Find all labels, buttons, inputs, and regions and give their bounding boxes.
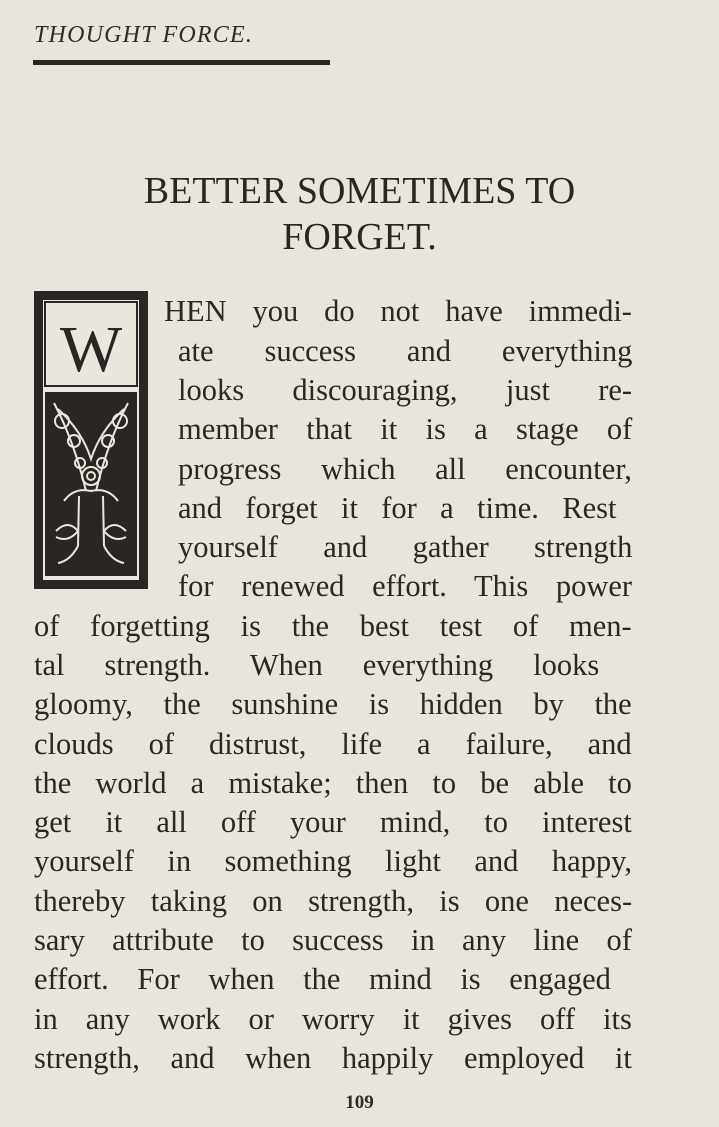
body-line-first: HEN you do not have immedi-: [164, 294, 632, 328]
page-number: 109: [345, 1092, 374, 1113]
body-line: clouds of distrust, life a failure, and: [34, 727, 632, 761]
body-line: thereby taking on strength, is one neces-: [34, 884, 633, 918]
body-line: ate success and everything: [178, 334, 633, 368]
body-line: effort. For when the mind is engaged: [34, 962, 611, 996]
body-line: gloomy, the sunshine is hidden by the: [34, 687, 632, 721]
body-line: get it all off your mind, to interest: [34, 805, 632, 839]
drop-cap-letter: W: [59, 313, 123, 386]
drop-cap-ornament: [34, 291, 148, 589]
body-line: tal strength. When everything looks: [34, 648, 600, 682]
body-line: yourself in something light and happy,: [34, 844, 633, 878]
body-line: progress which all encounter,: [178, 452, 632, 486]
body-line: the world a mistake; then to be able to: [34, 766, 632, 800]
chapter-title: [0, 168, 719, 260]
body-line: sary attribute to success in any line of: [34, 923, 632, 957]
body-line: yourself and gather strength: [178, 530, 633, 564]
chapter-title-line-1: BETTER SOMETIMES TO: [143, 170, 576, 212]
running-head: THOUGHT FORCE.: [34, 22, 254, 48]
chapter-title-line-2: FORGET.: [282, 216, 437, 258]
drop-cap: [34, 291, 148, 589]
body-line: looks discouraging, just re-: [178, 373, 633, 407]
header-rule: [33, 60, 330, 65]
body-line: in any work or worry it gives off its: [34, 1002, 632, 1036]
body-line: for renewed effort. This power: [178, 569, 633, 603]
body-line: of forgetting is the best test of men-: [34, 609, 632, 643]
body-line: strength, and when happily employed it: [34, 1041, 632, 1075]
body-line: member that it is a stage of: [178, 412, 633, 446]
body-line: and forget it for a time. Rest: [178, 491, 617, 525]
